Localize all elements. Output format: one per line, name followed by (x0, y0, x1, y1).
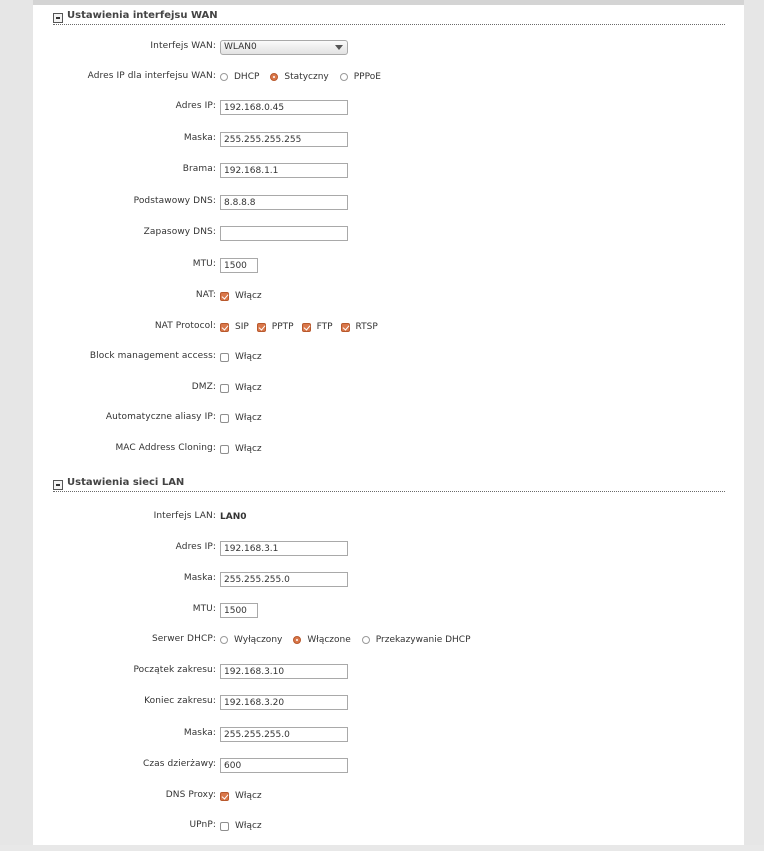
radio-dhcp-off-label: Wyłączony (234, 635, 283, 645)
wan-interface-label: Interfejs WAN: (150, 41, 216, 51)
lan-lease-label: Czas dzierżawy: (142, 759, 216, 769)
auto-alias-option-label: Włącz (235, 413, 262, 423)
wan-block-mgmt-row (33, 348, 733, 366)
lan-interface-row (33, 508, 733, 526)
wan-block-mgmt-label: Block management access: (89, 351, 216, 361)
nat-checkbox[interactable] (220, 292, 229, 301)
wan-nat-row (33, 287, 733, 305)
lan-dhcp-mask-input[interactable]: 255.255.255.0 (220, 727, 348, 742)
lan-upnp-row (33, 817, 733, 835)
collapse-icon[interactable] (53, 480, 63, 490)
lan-interface-value: LAN0 (220, 512, 247, 522)
wan-interface-value: WLAN0 (224, 41, 257, 52)
wan-nat-protocol-row (33, 318, 733, 336)
wan-dns2-row (33, 224, 733, 242)
wan-dns1-input[interactable]: 8.8.8.8 (220, 195, 348, 210)
dns-proxy-checkbox[interactable] (220, 792, 229, 801)
nat-pptp-label: PPTP (271, 322, 294, 332)
wan-dmz-label: DMZ: (191, 382, 216, 392)
radio-dhcp-relay[interactable] (362, 636, 370, 644)
lan-dhcp-mask-row (33, 725, 733, 743)
lan-upnp-label: UPnP: (189, 820, 216, 830)
nat-sip-checkbox[interactable] (220, 323, 229, 332)
wan-gateway-input[interactable]: 192.168.1.1 (220, 163, 348, 178)
lan-range-end-label: Koniec zakresu: (144, 696, 216, 706)
wan-ip-input[interactable]: 192.168.0.45 (220, 100, 348, 115)
radio-pppoe-label: PPPoE (353, 72, 381, 82)
upnp-checkbox[interactable] (220, 822, 229, 831)
mac-clone-option-label: Włącz (235, 444, 262, 454)
lan-dhcp-server-row (33, 631, 733, 649)
nat-ftp-label: FTP (316, 322, 333, 332)
lan-range-end-input[interactable]: 192.168.3.20 (220, 695, 348, 710)
settings-panel (33, 0, 744, 845)
dmz-checkbox[interactable] (220, 384, 229, 393)
radio-dhcp-relay-label: Przekazywanie DHCP (375, 635, 471, 645)
lan-section-header[interactable] (53, 477, 725, 492)
wan-dns2-label: Zapasowy DNS: (143, 227, 216, 237)
nat-option-label: Włącz (235, 291, 262, 301)
lan-dhcp-mask-label: Maska: (183, 728, 216, 738)
radio-dhcp[interactable] (220, 73, 228, 81)
wan-ip-label: Adres IP: (175, 101, 216, 111)
wan-nat-label: NAT: (195, 290, 216, 300)
nat-rtsp-label: RTSP (355, 322, 378, 332)
lan-mask-input[interactable]: 255.255.255.0 (220, 572, 348, 587)
nat-pptp-checkbox[interactable] (257, 323, 266, 332)
radio-dhcp-label: DHCP (234, 72, 260, 82)
block-mgmt-option-label: Włącz (235, 352, 262, 362)
wan-gateway-row (33, 161, 733, 179)
wan-interface-select[interactable] (220, 40, 348, 55)
dns-proxy-option-label: Włącz (235, 791, 262, 801)
lan-ip-row (33, 539, 733, 557)
lan-range-start-row (33, 662, 733, 680)
block-mgmt-checkbox[interactable] (220, 353, 229, 362)
wan-nat-protocol-label: NAT Protocol: (154, 321, 216, 331)
lan-mask-row (33, 570, 733, 588)
lan-mtu-row (33, 601, 733, 619)
lan-ip-label: Adres IP: (175, 542, 216, 552)
bottom-bar (0, 845, 764, 851)
lan-lease-input[interactable]: 600 (220, 758, 348, 773)
radio-dhcp-on-label: Włączone (307, 635, 351, 645)
lan-dhcp-server-label: Serwer DHCP: (151, 634, 216, 644)
lan-mtu-input[interactable]: 1500 (220, 603, 258, 618)
lan-range-start-input[interactable]: 192.168.3.10 (220, 664, 348, 679)
wan-ip-mode-label: Adres IP dla interfejsu WAN: (87, 71, 216, 81)
wan-mask-row (33, 130, 733, 148)
wan-mtu-input[interactable]: 1500 (220, 258, 258, 273)
wan-mask-input[interactable]: 255.255.255.255 (220, 132, 348, 147)
lan-section-title: Ustawienia sieci LAN (67, 477, 185, 488)
wan-ip-row (33, 98, 733, 116)
lan-interface-label: Interfejs LAN: (153, 511, 216, 521)
wan-auto-alias-label: Automatyczne aliasy IP: (105, 412, 216, 422)
wan-dmz-row (33, 379, 733, 397)
wan-dns1-label: Podstawowy DNS: (133, 196, 216, 206)
lan-range-start-label: Początek zakresu: (133, 665, 216, 675)
nat-ftp-checkbox[interactable] (302, 323, 311, 332)
radio-dhcp-on[interactable] (293, 636, 301, 644)
lan-range-end-row (33, 693, 733, 711)
radio-dhcp-off[interactable] (220, 636, 228, 644)
wan-ip-mode-row (33, 68, 733, 86)
wan-section-title: Ustawienia interfejsu WAN (67, 10, 218, 21)
wan-mtu-row (33, 256, 733, 274)
wan-mask-label: Maska: (183, 133, 216, 143)
wan-dns2-input[interactable] (220, 226, 348, 241)
lan-dns-proxy-row (33, 787, 733, 805)
wan-dns1-row (33, 193, 733, 211)
collapse-icon[interactable] (53, 13, 63, 23)
upnp-option-label: Włącz (235, 821, 262, 831)
chevron-down-icon (335, 45, 343, 50)
auto-alias-checkbox[interactable] (220, 414, 229, 423)
wan-mac-clone-label: MAC Address Cloning: (115, 443, 216, 453)
wan-gateway-label: Brama: (182, 164, 216, 174)
wan-section-header[interactable] (53, 10, 725, 25)
mac-clone-checkbox[interactable] (220, 445, 229, 454)
wan-interface-row (33, 38, 733, 56)
dmz-option-label: Włącz (235, 383, 262, 393)
wan-auto-alias-row (33, 409, 733, 427)
wan-mac-clone-row (33, 440, 733, 458)
radio-pppoe[interactable] (340, 73, 348, 81)
radio-static-label: Statyczny (284, 72, 329, 82)
lan-mask-label: Maska: (183, 573, 216, 583)
wan-mtu-label: MTU: (192, 259, 216, 269)
lan-ip-input[interactable]: 192.168.3.1 (220, 541, 348, 556)
lan-mtu-label: MTU: (192, 604, 216, 614)
nat-rtsp-checkbox[interactable] (341, 323, 350, 332)
lan-dns-proxy-label: DNS Proxy: (165, 790, 216, 800)
radio-static[interactable] (270, 73, 278, 81)
nat-sip-label: SIP (235, 322, 249, 332)
lan-lease-row (33, 756, 733, 774)
